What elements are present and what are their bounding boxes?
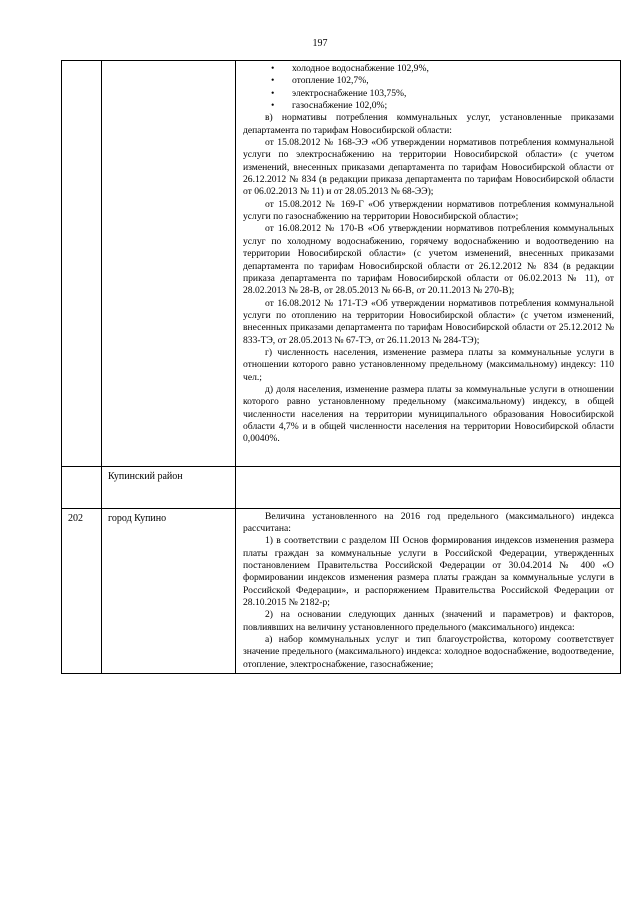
table-row [62,508,621,673]
table-row [62,466,621,508]
paragraph: а) набор коммунальных услуг и тип благоустройства, которому соответствует значение предельного (максимального) индекса: холодное водоснабжение, водоотведение, отопление, электроснабжение, газоснабжение; [243,634,614,670]
paragraph: 2) на основании следующих данных (значений и параметров) и факторов, повлиявших на величину установленного предельного (максимального) индекса: [243,609,614,633]
index-list [243,63,614,112]
row-number: 202 [62,508,102,673]
list-item: • газоснабжение 102,0%; [292,100,614,112]
paragraph: от 15.08.2012 № 169-Г «Об утверждении нормативов потребления коммунальной услуги по газоснабжению на территории Новосибирской области»; [243,198,614,223]
list-item: • отопление 102,7%, [292,75,614,87]
paragraph: г) численность населения, изменение размера платы за коммунальные услуги в отношении которого равно установленному предельному (максимальному) индексу: 110 чел.; [243,346,614,383]
district-name: Купинский район [102,466,236,508]
paragraph: от 15.08.2012 № 168-ЭЭ «Об утверждении нормативов потребления коммунальной услуги по электроснабжению на территории Новосибирской области» (с учетом изменений, внесенных приказами департамента по тарифам Новосибирской области от 26.12.2012 № 834 (в редакции приказа департамента по тарифам Новосибирской области от 06.02.2013 № 11) и от 28.05.2013 № 68-ЭЭ); [243,137,614,198]
row-number [62,61,102,467]
row-content [236,466,621,508]
paragraph: 1) в соответствии с разделом III Основ формирования индексов изменения размера платы граждан за коммунальные услуги в Российской Федерации, утвержденных постановлением Правительства Российской Федерации от 30.04.2014 № 400 «О формировании индексов изменения размера платы граждан за коммунальные услуги в Российской Федерации», и распоряжением Правительства Российской Федерации от 28.10.2015 № 2182-р; [243,535,614,609]
paragraph: Величина установленного на 2016 год предельного (максимального) индекса рассчитана: [243,510,614,534]
paragraph: от 16.08.2012 № 171-ТЭ «Об утверждении нормативов потребления коммунальной услуги по отоплению на территории Новосибирской области» (с учетом изменений, внесенных приказами департамента по тарифам Новосибирской области от 25.12.2012 № 833-ТЭ, от 28.05.2013 № 67-ТЭ, от 26.11.2013 № 284-ТЭ); [243,297,614,346]
row-number [62,466,102,508]
paragraph: д) доля населения, изменение размера платы за коммунальные услуги в отношении которого равно установленному предельному (максимальному) индексу, в общей численности населения на территории муниципального образования Новосибирской области 4,7% и в общей численности населения на территории Новосибирской области 0,0040%. [243,383,614,445]
list-item: • электроснабжение 103,75%, [292,88,614,100]
municipality-name: город Купино [102,508,236,673]
paragraph: в) нормативы потребления коммунальных услуг, установленные приказами департамента по тарифам Новосибирской области: [243,112,614,136]
list-item: • холодное водоснабжение 102,9%, [292,63,614,75]
table-row [62,61,621,467]
tariff-table [61,60,621,674]
paragraph: от 16.08.2012 № 170-В «Об утверждении нормативов потребления коммунальных услуг по холодному водоснабжению, горячему водоснабжению и водоотведению на территории Новосибирской области» (с учетом изменений, внесенных приказами департамента по тарифам Новосибирской области от 26.12.2012 № 834 (в редакции приказа департамента по тарифам Новосибирской области от 06.02.2013 № 11), от 28.02.2013 № 28-В, от 28.05.2013 № 66-В, от 20.11.2013 № 270-В); [243,223,614,297]
page-number: 197 [312,38,328,49]
row-content [236,508,621,673]
row-content [236,61,621,467]
municipality-name [102,61,236,467]
